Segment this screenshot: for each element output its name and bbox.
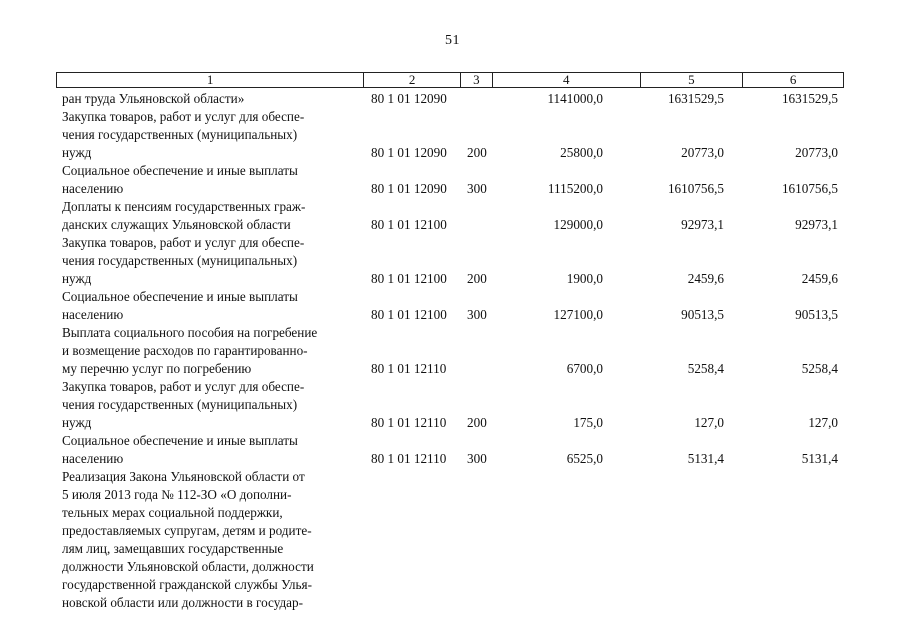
amount-col-5: 5131,4 (687, 451, 724, 466)
expense-type: 200 (467, 145, 487, 160)
description-line: ран труда Ульяновской области» (62, 91, 245, 106)
expense-type: 200 (467, 415, 487, 430)
amount-col-6: 5258,4 (801, 361, 838, 376)
budget-code: 80 1 01 12090 (371, 181, 447, 196)
amount-col-4: 1115200,0 (547, 181, 603, 196)
description-line: населению (62, 307, 124, 322)
table-row (62, 468, 842, 612)
table-row (62, 432, 842, 468)
column-header-6: 6 (789, 72, 797, 87)
row-values (62, 594, 842, 612)
amount-col-6: 2459,6 (801, 271, 838, 286)
amount-col-6: 20773,0 (795, 145, 838, 160)
row-values (62, 450, 842, 468)
row-values (62, 414, 842, 432)
amount-col-4: 1141000,0 (547, 91, 603, 106)
amount-col-4: 129000,0 (553, 217, 603, 232)
amount-col-5: 92973,1 (681, 217, 724, 232)
expense-type: 300 (467, 307, 487, 322)
budget-code: 80 1 01 12100 (371, 271, 447, 286)
description-line: данских служащих Ульяновской области (62, 217, 291, 232)
table-row (62, 198, 842, 234)
budget-code: 80 1 01 12100 (371, 217, 447, 232)
amount-col-4: 6700,0 (566, 361, 603, 376)
description-line: чения государственных (муниципальных) (62, 397, 298, 412)
amount-col-4: 127100,0 (553, 307, 603, 322)
amount-col-6: 5131,4 (801, 451, 838, 466)
amount-col-4: 25800,0 (560, 145, 603, 160)
table-row (62, 108, 842, 162)
table-row (62, 378, 842, 432)
table-row (62, 90, 842, 108)
amount-col-5: 90513,5 (681, 307, 724, 322)
description-line: Реализация Закона Ульяновской области от (62, 469, 305, 484)
expense-type: 200 (467, 271, 487, 286)
amount-col-4: 175,0 (573, 415, 603, 430)
expense-type: 300 (467, 451, 487, 466)
description-line: Социальное обеспечение и иные выплаты (62, 163, 298, 178)
table-row (62, 234, 842, 288)
description-line: Выплата социального пособия на погребение (62, 325, 318, 340)
description-line: Закупка товаров, работ и услуг для обеспе- (62, 379, 305, 394)
amount-col-6: 92973,1 (795, 217, 838, 232)
description-line: лям лиц, замещавших государственные (62, 541, 284, 556)
table-body (62, 90, 842, 612)
description-line: нужд (62, 415, 92, 430)
budget-code: 80 1 01 12110 (371, 415, 447, 430)
description-line: Доплаты к пенсиям государственных граж- (62, 199, 306, 214)
budget-code: 80 1 01 12090 (371, 91, 447, 106)
description-line: чения государственных (муниципальных) (62, 127, 298, 142)
budget-code: 80 1 01 12110 (371, 451, 447, 466)
amount-col-5: 20773,0 (681, 145, 724, 160)
description-line: новской области или должности в государ- (62, 595, 303, 610)
column-header-1: 1 (57, 73, 364, 87)
description-line: нужд (62, 145, 92, 160)
table-header (56, 72, 844, 88)
description-line: предоставляемых супругам, детям и родите- (62, 523, 312, 538)
table-row (62, 162, 842, 198)
description-line: населению (62, 181, 124, 196)
expense-type: 300 (467, 181, 487, 196)
row-values (62, 180, 842, 198)
amount-col-6: 1631529,5 (781, 91, 838, 106)
description-line: и возмещение расходов по гарантированно- (62, 343, 308, 358)
budget-code: 80 1 01 12090 (371, 145, 447, 160)
budget-code: 80 1 01 12110 (371, 361, 447, 376)
description-line: тельных мерах социальной поддержки, (62, 505, 283, 520)
description-line: Социальное обеспечение и иные выплаты (62, 289, 298, 304)
amount-col-5: 2459,6 (687, 271, 724, 286)
column-header-3: 3 (461, 73, 493, 87)
description-line: Закупка товаров, работ и услуг для обеспе- (62, 235, 305, 250)
amount-col-4: 1900,0 (566, 271, 603, 286)
amount-col-6: 127,0 (808, 415, 838, 430)
description-line: государственной гражданской службы Улья- (62, 577, 312, 592)
amount-col-5: 5258,4 (687, 361, 724, 376)
amount-col-6: 1610756,5 (781, 181, 838, 196)
amount-col-6: 90513,5 (795, 307, 838, 322)
row-values (62, 270, 842, 288)
amount-col-5: 127,0 (694, 415, 724, 430)
description-line: чения государственных (муниципальных) (62, 253, 298, 268)
row-values (62, 90, 842, 108)
budget-code: 80 1 01 12100 (371, 307, 447, 322)
row-description (62, 468, 359, 612)
row-values (62, 216, 842, 234)
description-line: му перечню услуг по погребению (62, 361, 252, 376)
description-line: Закупка товаров, работ и услуг для обеспе- (62, 109, 305, 124)
amount-col-4: 6525,0 (566, 451, 603, 466)
description-line: должности Ульяновской области, должности (62, 559, 314, 574)
amount-col-5: 1631529,5 (667, 91, 724, 106)
row-values (62, 360, 842, 378)
description-line: населению (62, 451, 124, 466)
column-header-5: 5 (641, 73, 744, 87)
row-values (62, 306, 842, 324)
column-header-4: 4 (493, 73, 641, 87)
description-line: нужд (62, 271, 92, 286)
description-line: 5 июля 2013 года № 112-ЗО «О дополни- (62, 487, 292, 502)
page-number: 51 (445, 33, 460, 48)
row-values (62, 144, 842, 162)
table-row (62, 288, 842, 324)
amount-col-5: 1610756,5 (667, 181, 724, 196)
column-header-2: 2 (364, 73, 461, 87)
description-line: Социальное обеспечение и иные выплаты (62, 433, 298, 448)
table-row (62, 324, 842, 378)
